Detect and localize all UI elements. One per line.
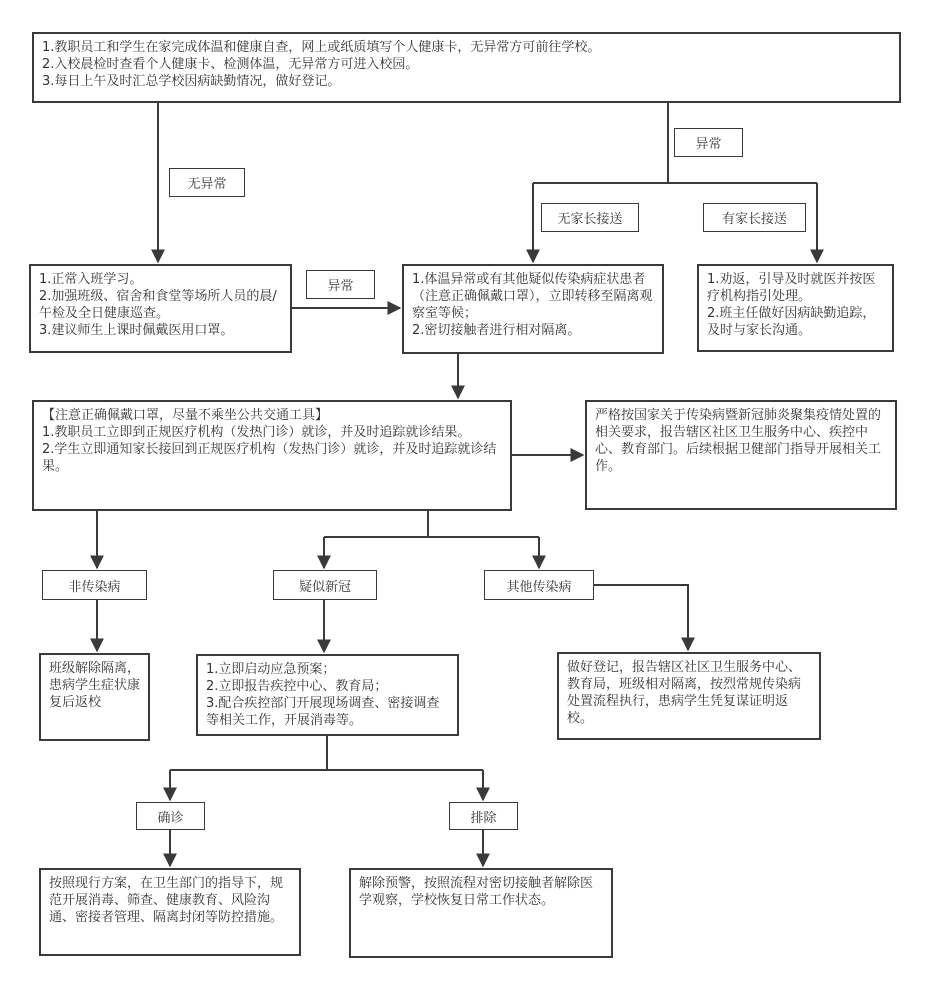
no-parent-tag: 无家长接送 [541, 203, 639, 232]
suspected-actions-line-2: 2.立即报告疾控中心、教育局； [206, 679, 388, 694]
excluded-actions-line-1: 解除预警，按照流程对密切接触者解除医学观察，学校恢复日常工作状态。 [359, 876, 594, 908]
suspected-actions-line-3: 3.配合疾控部门开展现场调查、密接调查等相关工作，开展消毒等。 [206, 696, 440, 728]
non-infectious-result-line-1: 班级解除隔离，患病学生症状康复后返校 [49, 661, 141, 710]
seek-treatment-line-1: 【注意正确佩戴口罩，尽量不乘坐公共交通工具】 [42, 408, 329, 423]
normal-class-line-1: 1.正常入班学习。 [39, 272, 143, 287]
daily-check-line-1: 1.教职员工和学生在家完成体温和健康自查，网上或纸质填写个人健康卡，无异常方可前往学校。 [42, 40, 601, 55]
suspected-actions-box [196, 654, 459, 736]
normal-class-line-2: 2.加强班级、宿舍和食堂等场所人员的晨/午检及全日健康巡查。 [39, 289, 277, 321]
guide-medical-line-1: 1.劝返，引导及时就医并按医疗机构指引处理。 [707, 272, 876, 304]
suspected-actions-line-1: 1.立即启动应急预案； [206, 662, 336, 677]
confirmed-actions-line-1: 按照现行方案，在卫生部门的指导下，规范开展消毒、筛查、健康教育、风险沟通、密接者管理、隔离封闭等防控措施。 [49, 876, 284, 925]
other-infectious-tag: 其他传染病 [484, 570, 594, 600]
seek-treatment-box [32, 400, 512, 511]
no-abnormal-tag: 无异常 [169, 168, 245, 197]
isolation-line-1: 1.体温异常或有其他疑似传染病症状患者（注意正确佩戴口罩），立即转移至隔离观察室等候； [412, 272, 653, 321]
seek-treatment-line-3: 2.学生立即通知家长接回到正规医疗机构（发热门诊）就诊，并及时追踪就诊结果。 [42, 442, 497, 474]
other-infectious-result-line-1: 做好登记，报告辖区社区卫生服务中心、教育局，班级相对隔离，按烈常规传染病处置流程执行，患病学生凭复谋证明返校。 [567, 660, 802, 726]
confirmed-tag: 确诊 [136, 802, 205, 830]
daily-check-box [32, 32, 901, 103]
with-parent-tag: 有家长接送 [703, 203, 806, 232]
suspected-covid-tag: 疑似新冠 [273, 570, 377, 600]
non-infectious-result-box [39, 653, 150, 741]
confirmed-actions-box [39, 868, 301, 956]
daily-check-line-3: 3.每日上午及时汇总学校因病缺勤情况，做好登记。 [42, 74, 341, 89]
abnormal-mid-tag: 异常 [306, 270, 375, 299]
seek-treatment-line-2: 1.教职员工立即到正规医疗机构（发热门诊）就诊，并及时追踪就诊结果。 [42, 425, 471, 440]
excluded-actions-box [349, 868, 613, 958]
report-line-1: 严格按国家关于传染病暨新冠肺炎聚集疫情处置的相关要求，报告辖区社区卫生服务中心、疾控中心、教育部门。后续根据卫健部门指导开展相关工作。 [595, 408, 882, 474]
other-infectious-result-box [557, 652, 821, 740]
connector-other-to-result [594, 585, 688, 650]
normal-class-line-3: 3.建议师生上课时佩戴医用口罩。 [39, 323, 234, 338]
daily-check-line-2: 2.入校晨检时查看个人健康卡、检测体温，无异常方可进入校园。 [42, 57, 419, 72]
excluded-tag: 排除 [449, 802, 518, 830]
guide-medical-box [697, 264, 894, 352]
isolation-box [402, 264, 664, 354]
normal-class-box [29, 264, 292, 353]
guide-medical-line-2: 2.班主任做好因病缺勤追踪，及时与家长沟通。 [707, 306, 876, 338]
report-box [585, 400, 897, 510]
isolation-line-2: 2.密切接触者进行相对隔离。 [412, 323, 581, 338]
non-infectious-tag: 非传染病 [42, 570, 147, 600]
abnormal-top-tag: 异常 [674, 128, 743, 157]
